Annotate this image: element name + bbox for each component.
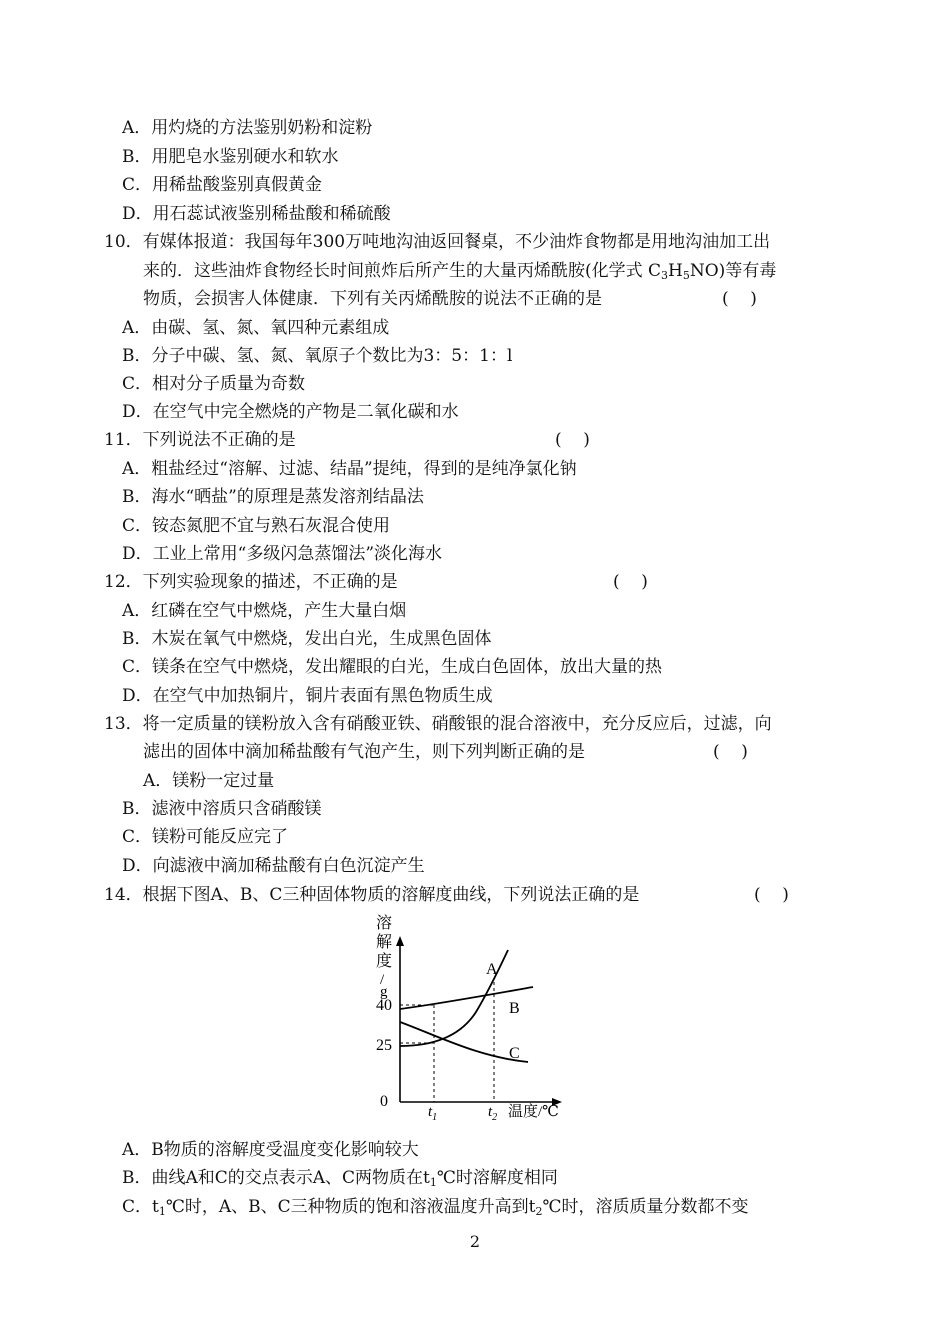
q10-stem-line3: 物质，会损害人体健康．下列有关丙烯酰胺的说法不正确的是: [143, 289, 602, 309]
q12-option-a: A．红磷在空气中燃烧，产生大量白烟: [122, 601, 407, 621]
x-axis-label: 温度/℃: [508, 1104, 559, 1120]
q10-option-b: B．分子中碳、氢、氮、氧原子个数比为3：5：1：l: [122, 346, 513, 366]
q13-option-c: C．镁粉可能反应完了: [122, 827, 289, 847]
q12-answer-paren: ( ): [613, 572, 648, 592]
q13-answer-paren: ( ): [713, 742, 748, 762]
q10-answer-paren: ( ): [722, 289, 757, 309]
y-tick-25: 25: [376, 1037, 392, 1054]
q9-option-d: D．用石蕊试液鉴别稀盐酸和稀硫酸: [122, 204, 391, 224]
q13-option-b: B．滤液中溶质只含硝酸镁: [122, 799, 322, 819]
q14-option-c: C．$t_1℃$时，A、B、C三种物质的饱和溶液温度升高到$t_2℃$时，溶质质量分数都不变: [122, 1197, 749, 1218]
q10-option-a: A．由碳、氢、氮、氧四种元素组成: [122, 318, 390, 338]
q13-stem-line2: 滤出的固体中滴加稀盐酸有气泡产生，则下列判断正确的是: [143, 742, 585, 762]
y-label-char-5: g: [380, 984, 388, 1000]
curve-a-label: A: [486, 961, 498, 978]
q13-option-d: D．向滤液中滴加稀盐酸有白色沉淀产生: [122, 856, 425, 876]
y-label-char-4: /: [380, 972, 385, 988]
y-label-char-2: 解: [376, 934, 393, 951]
q10-option-d: D．在空气中完全燃烧的产物是二氧化碳和水: [122, 402, 459, 422]
x-tick-t2: $t_2$: [488, 1104, 498, 1123]
q12-stem: 12．下列实验现象的描述，不正确的是: [104, 572, 398, 592]
origin-label: 0: [380, 1093, 388, 1110]
page-number: 2: [469, 1232, 481, 1251]
q14-answer-paren: ( ): [754, 885, 789, 905]
curve-b-label: B: [509, 1000, 520, 1017]
q13-stem-line1: 13．将一定质量的镁粉放入含有硝酸亚铁、硝酸银的混合溶液中，充分反应后，过滤，向: [104, 714, 772, 734]
q12-option-c: C．镁条在空气中燃烧，发出耀眼的白光，生成白色固体，放出大量的热: [122, 657, 663, 677]
q12-option-b: B．木炭在氧气中燃烧，发出白光，生成黑色固体: [122, 629, 492, 649]
q13-option-a: A．镁粉一定过量: [143, 771, 275, 791]
q11-answer-paren: ( ): [555, 430, 590, 450]
curve-c-label: C: [509, 1045, 520, 1062]
q11-option-b: B．海水“晒盐”的原理是蒸发溶剂结晶法: [122, 487, 424, 507]
q10-option-c: C．相对分子质量为奇数: [122, 374, 306, 394]
x-tick-t1: $t_1$: [428, 1104, 438, 1123]
q11-stem: 11．下列说法不正确的是: [104, 430, 296, 450]
y-label-char-1: 溶: [376, 915, 393, 932]
q14-option-b: B．曲线A和C的交点表示A、C两物质在$t_1℃$时溶解度相同: [122, 1168, 558, 1189]
q9-option-c: C．用稀盐酸鉴别真假黄金: [122, 175, 323, 195]
q9-option-a: A．用灼烧的方法鉴别奶粉和淀粉: [122, 118, 373, 138]
q12-option-d: D．在空气中加热铜片，铜片表面有黑色物质生成: [122, 686, 493, 706]
q14-option-a: A．B物质的溶解度受温度变化影响较大: [122, 1140, 419, 1160]
q14-stem: 14．根据下图A、B、C三种固体物质的溶解度曲线，下列说法正确的是: [104, 885, 640, 905]
q11-option-a: A．粗盐经过“溶解、过滤、结晶”提纯，得到的是纯净氯化钠: [122, 459, 577, 479]
y-label-char-3: 度: [376, 953, 393, 970]
q10-stem-line1: 10．有媒体报道：我国每年300万吨地沟油返回餐桌，不少油炸食物都是用地沟油加工出: [104, 232, 771, 252]
y-tick-40: 40: [376, 997, 392, 1014]
q11-option-d: D．工业上常用“多级闪急蒸馏法”淡化海水: [122, 544, 443, 564]
q9-option-b: B．用肥皂水鉴别硬水和软水: [122, 147, 339, 167]
solubility-curve-figure: [368, 912, 583, 1127]
q10-stem-line2: 来的．这些油炸食物经长时间煎炸后所产生的大量丙烯酰胺(化学式 $C_3H_5NO$)等有毒: [143, 261, 777, 282]
q11-option-c: C．铵态氮肥不宜与熟石灰混合使用: [122, 516, 391, 536]
y-axis-arrow: [396, 936, 404, 946]
